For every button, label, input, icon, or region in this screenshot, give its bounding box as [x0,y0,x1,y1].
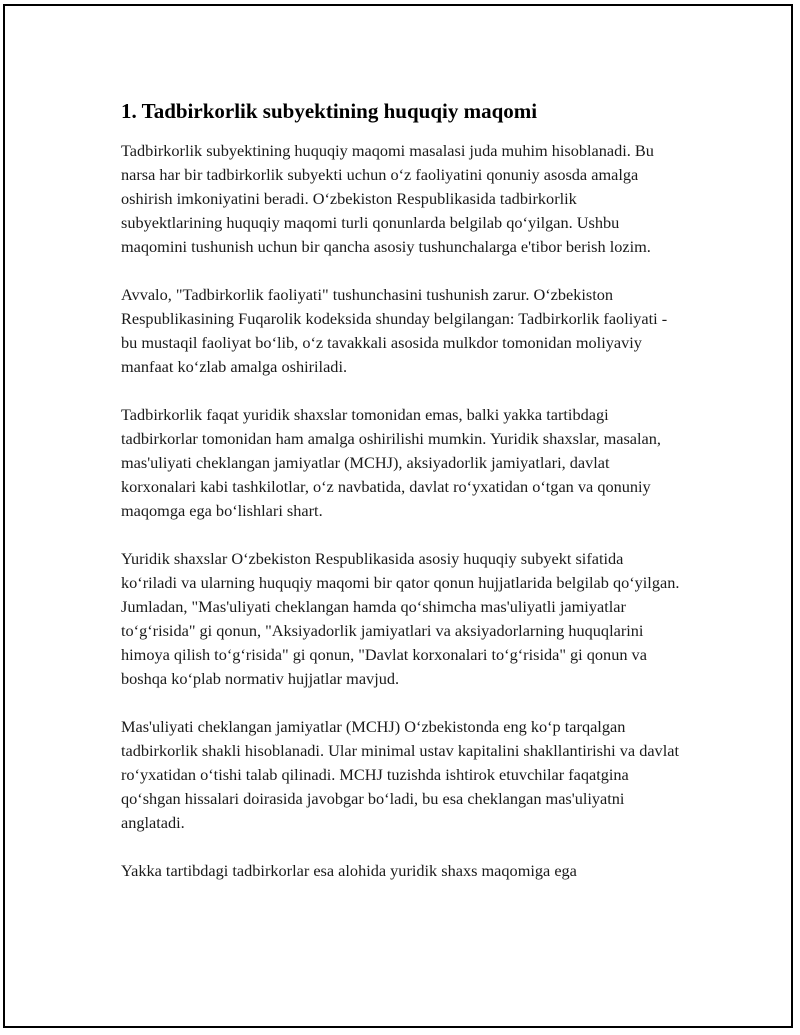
document-content [121,96,681,907]
paragraph-2: Avvalo, "Tadbirkorlik faoliyati" tushunchasini tushunish zarur. O‘zbekiston Respublikasining Fuqarolik kodeksida shunday belgilangan: Tadbirkorlik faoliyati - bu mustaqil faoliyat bo‘lib, o‘z tavakkali asosida mulkdor tomonidan moliyaviy manfaat ko‘zlab amalga oshiriladi. [121,285,668,376]
document-page [3,4,793,1028]
paragraph-5: Mas'uliyati cheklangan jamiyatlar (MCHJ) O‘zbekistonda eng ko‘p tarqalgan tadbirkorlik shakli hisoblanadi. Ular minimal ustav kapitalini shakllantirishi va davlat ro‘yxatidan o‘tishi talab qilinadi. MCHJ tuzishda ishtirok etuvchilar faqatgina qo‘shgan hissalari doirasida javobgar bo‘ladi, bu esa cheklangan mas'uliyatni anglatadi. [121,717,679,832]
paragraph-4: Yuridik shaxslar O‘zbekiston Respublikasida asosiy huquqiy subyekt sifatida ko‘riladi va ularning huquqiy maqomi bir qator qonun hujjatlarida belgilab qo‘yilgan. Jumladan, "Mas'uliyati cheklangan hamda qo‘shimcha mas'uliyatli jamiyatlar to‘g‘risida" gi qonun, "Aksiyadorlik jamiyatlari va aksiyadorlarning huquqlarini himoya qilish to‘g‘risida" gi qonun, "Davlat korxonalari to‘g‘risida" gi qonun va boshqa ko‘plab normativ hujjatlar mavjud. [121,549,680,688]
paragraph-3: Tadbirkorlik faqat yuridik shaxslar tomonidan emas, balki yakka tartibdagi tadbirkorlar tomonidan ham amalga oshirilishi mumkin. Yuridik shaxslar, masalan, mas'uliyati cheklangan jamiyatlar (MCHJ), aksiyadorlik jamiyatlari, davlat korxonalari kabi tashkilotlar, o‘z navbatida, davlat ro‘yxatidan o‘tgan va qonuniy maqomga ega bo‘lishlari shart. [121,405,661,520]
paragraph-6: Yakka tartibdagi tadbirkorlar esa alohida yuridik shaxs maqomiga ega [121,861,577,880]
section-heading: 1. Tadbirkorlik subyektining huquqiy maqomi [121,99,538,123]
paragraph-1: Tadbirkorlik subyektining huquqiy maqomi masalasi juda muhim hisoblanadi. Bu narsa har bir tadbirkorlik subyekti uchun o‘z faoliyatini qonuniy asosda amalga oshirish imkoniyatini beradi. O‘zbekiston Respublikasida tadbirkorlik subyektlarining huquqiy maqomi turli qonunlarda belgilab qo‘yilgan. Ushbu maqomini tushunish uchun bir qancha asosiy tushunchalarga e'tibor berish lozim. [121,141,654,256]
